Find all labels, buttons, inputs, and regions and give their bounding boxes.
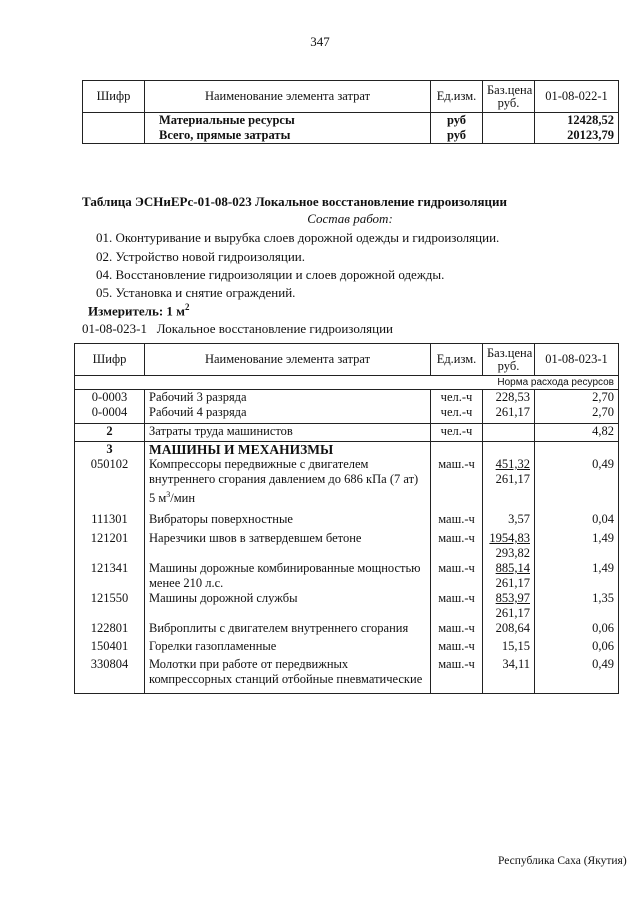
row-price: 15,15	[483, 639, 535, 657]
table-row	[75, 639, 619, 657]
table-row	[75, 457, 619, 512]
row-unit: маш.-ч	[431, 591, 483, 621]
row-name: Машины дорожной службы	[145, 591, 431, 621]
header-unit: Ед.изм.	[431, 344, 483, 376]
row-price: 34,11	[483, 657, 535, 694]
row-code: 121201	[75, 531, 145, 561]
row-unit: маш.-ч	[431, 639, 483, 657]
table-row	[83, 113, 619, 129]
header-price: Баз.цена руб.	[483, 344, 535, 376]
row-unit: чел.-ч	[431, 424, 483, 442]
row-name: Вибраторы поверхностные	[145, 512, 431, 531]
row-name: Всего, прямые затраты	[145, 128, 431, 144]
table-row	[75, 424, 619, 442]
section-subtitle: Состав работ:	[307, 211, 393, 226]
table-row	[75, 405, 619, 424]
row-price: 261,17	[483, 405, 535, 424]
header-price: Баз.цена руб.	[483, 81, 535, 113]
section-title: Таблица ЭСНиЕРс-01-08-023 Локальное восстановление гидроизоляции	[82, 194, 507, 209]
step-item: 04. Восстановление гидроизоляции и слоев дорожной одежды.	[96, 267, 445, 282]
step-item: 01. Оконтуривание и вырубка слоев дорожной одежды и гидроизоляции.	[96, 230, 500, 245]
row-code: 121550	[75, 591, 145, 621]
header-unit: Ед.изм.	[431, 81, 483, 113]
header-code: Шифр	[83, 81, 145, 113]
row-value: 2,70	[535, 390, 619, 406]
table-row	[75, 512, 619, 531]
row-value: 0,49	[535, 457, 619, 512]
row-value: 1,35	[535, 591, 619, 621]
step-item: 02. Устройство новой гидроизоляции.	[96, 249, 306, 264]
row-value: 0,04	[535, 512, 619, 531]
row-unit: маш.-ч	[431, 512, 483, 531]
page-number: 347	[310, 34, 330, 49]
header-name: Наименование элемента затрат	[145, 344, 431, 376]
main-table	[74, 343, 619, 694]
table-row	[75, 657, 619, 694]
code-line: 01-08-023-1 Локальное восстановление гидроизоляции	[82, 321, 394, 336]
row-unit: чел.-ч	[431, 390, 483, 406]
row-code: 3	[75, 442, 145, 458]
row-name: Виброплиты с двигателем внутреннего сгорания	[145, 621, 431, 639]
row-name: Нарезчики швов в затвердевшем бетоне	[145, 531, 431, 561]
row-code: 150401	[75, 639, 145, 657]
header-norm-code: 01-08-023-1	[535, 344, 619, 376]
row-unit: маш.-ч	[431, 531, 483, 561]
row-price: 1954,83 293,82	[483, 531, 535, 561]
row-unit: маш.-ч	[431, 457, 483, 512]
row-value: 4,82	[535, 424, 619, 442]
row-value: 0,49	[535, 657, 619, 694]
norm-label: Норма расхода ресурсов	[75, 376, 619, 390]
row-name: Молотки при работе от передвижных компрессорных станций отбойные пневматические	[145, 657, 431, 694]
row-unit: маш.-ч	[431, 621, 483, 639]
footer-region: Республика Саха (Якутия)	[498, 855, 627, 867]
row-price: 228,53	[483, 390, 535, 406]
step-item: 05. Установка и снятие ограждений.	[96, 285, 296, 300]
table-row	[75, 531, 619, 561]
row-code: 121341	[75, 561, 145, 591]
header-code: Шифр	[75, 344, 145, 376]
table-row	[75, 561, 619, 591]
row-unit: маш.-ч	[431, 561, 483, 591]
row-price: 853,97 261,17	[483, 591, 535, 621]
row-code: 0-0003	[75, 390, 145, 406]
row-unit: маш.-ч	[431, 657, 483, 694]
row-name: Горелки газопламенные	[145, 639, 431, 657]
row-name: Машины дорожные комбинированные мощностью менее 210 л.с.	[145, 561, 431, 591]
header-norm-code: 01-08-022-1	[535, 81, 619, 113]
header-name: Наименование элемента затрат	[145, 81, 431, 113]
row-value: 12428,52	[535, 113, 619, 129]
table-row	[83, 128, 619, 144]
row-code: 2	[75, 424, 145, 442]
row-name: МАШИНЫ И МЕХАНИЗМЫ	[145, 442, 431, 458]
row-value: 0,06	[535, 621, 619, 639]
row-code: 122801	[75, 621, 145, 639]
row-price: 208,64	[483, 621, 535, 639]
row-name: Затраты труда машинистов	[145, 424, 431, 442]
row-code: 0-0004	[75, 405, 145, 424]
row-value: 20123,79	[535, 128, 619, 144]
row-value: 0,06	[535, 639, 619, 657]
table-row	[75, 442, 619, 458]
row-unit: руб	[431, 128, 483, 144]
row-code: 050102	[75, 457, 145, 512]
table-row	[75, 591, 619, 621]
measure-unit: Измеритель: 1 $м^2$	[88, 302, 190, 319]
row-price: 3,57	[483, 512, 535, 531]
row-unit: чел.-ч	[431, 405, 483, 424]
top-table	[82, 80, 619, 144]
row-code: 111301	[75, 512, 145, 531]
row-name: Материальные ресурсы	[145, 113, 431, 129]
row-name: Рабочий 4 разряда	[145, 405, 431, 424]
row-price: 885,14 261,17	[483, 561, 535, 591]
row-name: Компрессоры передвижные с двигателем внутреннего сгорания давлением до 686 кПа (7 ат) 5 $м^3$/мин	[145, 457, 431, 512]
row-value: 2,70	[535, 405, 619, 424]
row-value: 1,49	[535, 531, 619, 561]
row-code: 330804	[75, 657, 145, 694]
row-price: 451,32 261,17	[483, 457, 535, 512]
row-unit: руб	[431, 113, 483, 129]
row-value: 1,49	[535, 561, 619, 591]
table-row	[75, 621, 619, 639]
table-row	[75, 390, 619, 406]
row-name: Рабочий 3 разряда	[145, 390, 431, 406]
